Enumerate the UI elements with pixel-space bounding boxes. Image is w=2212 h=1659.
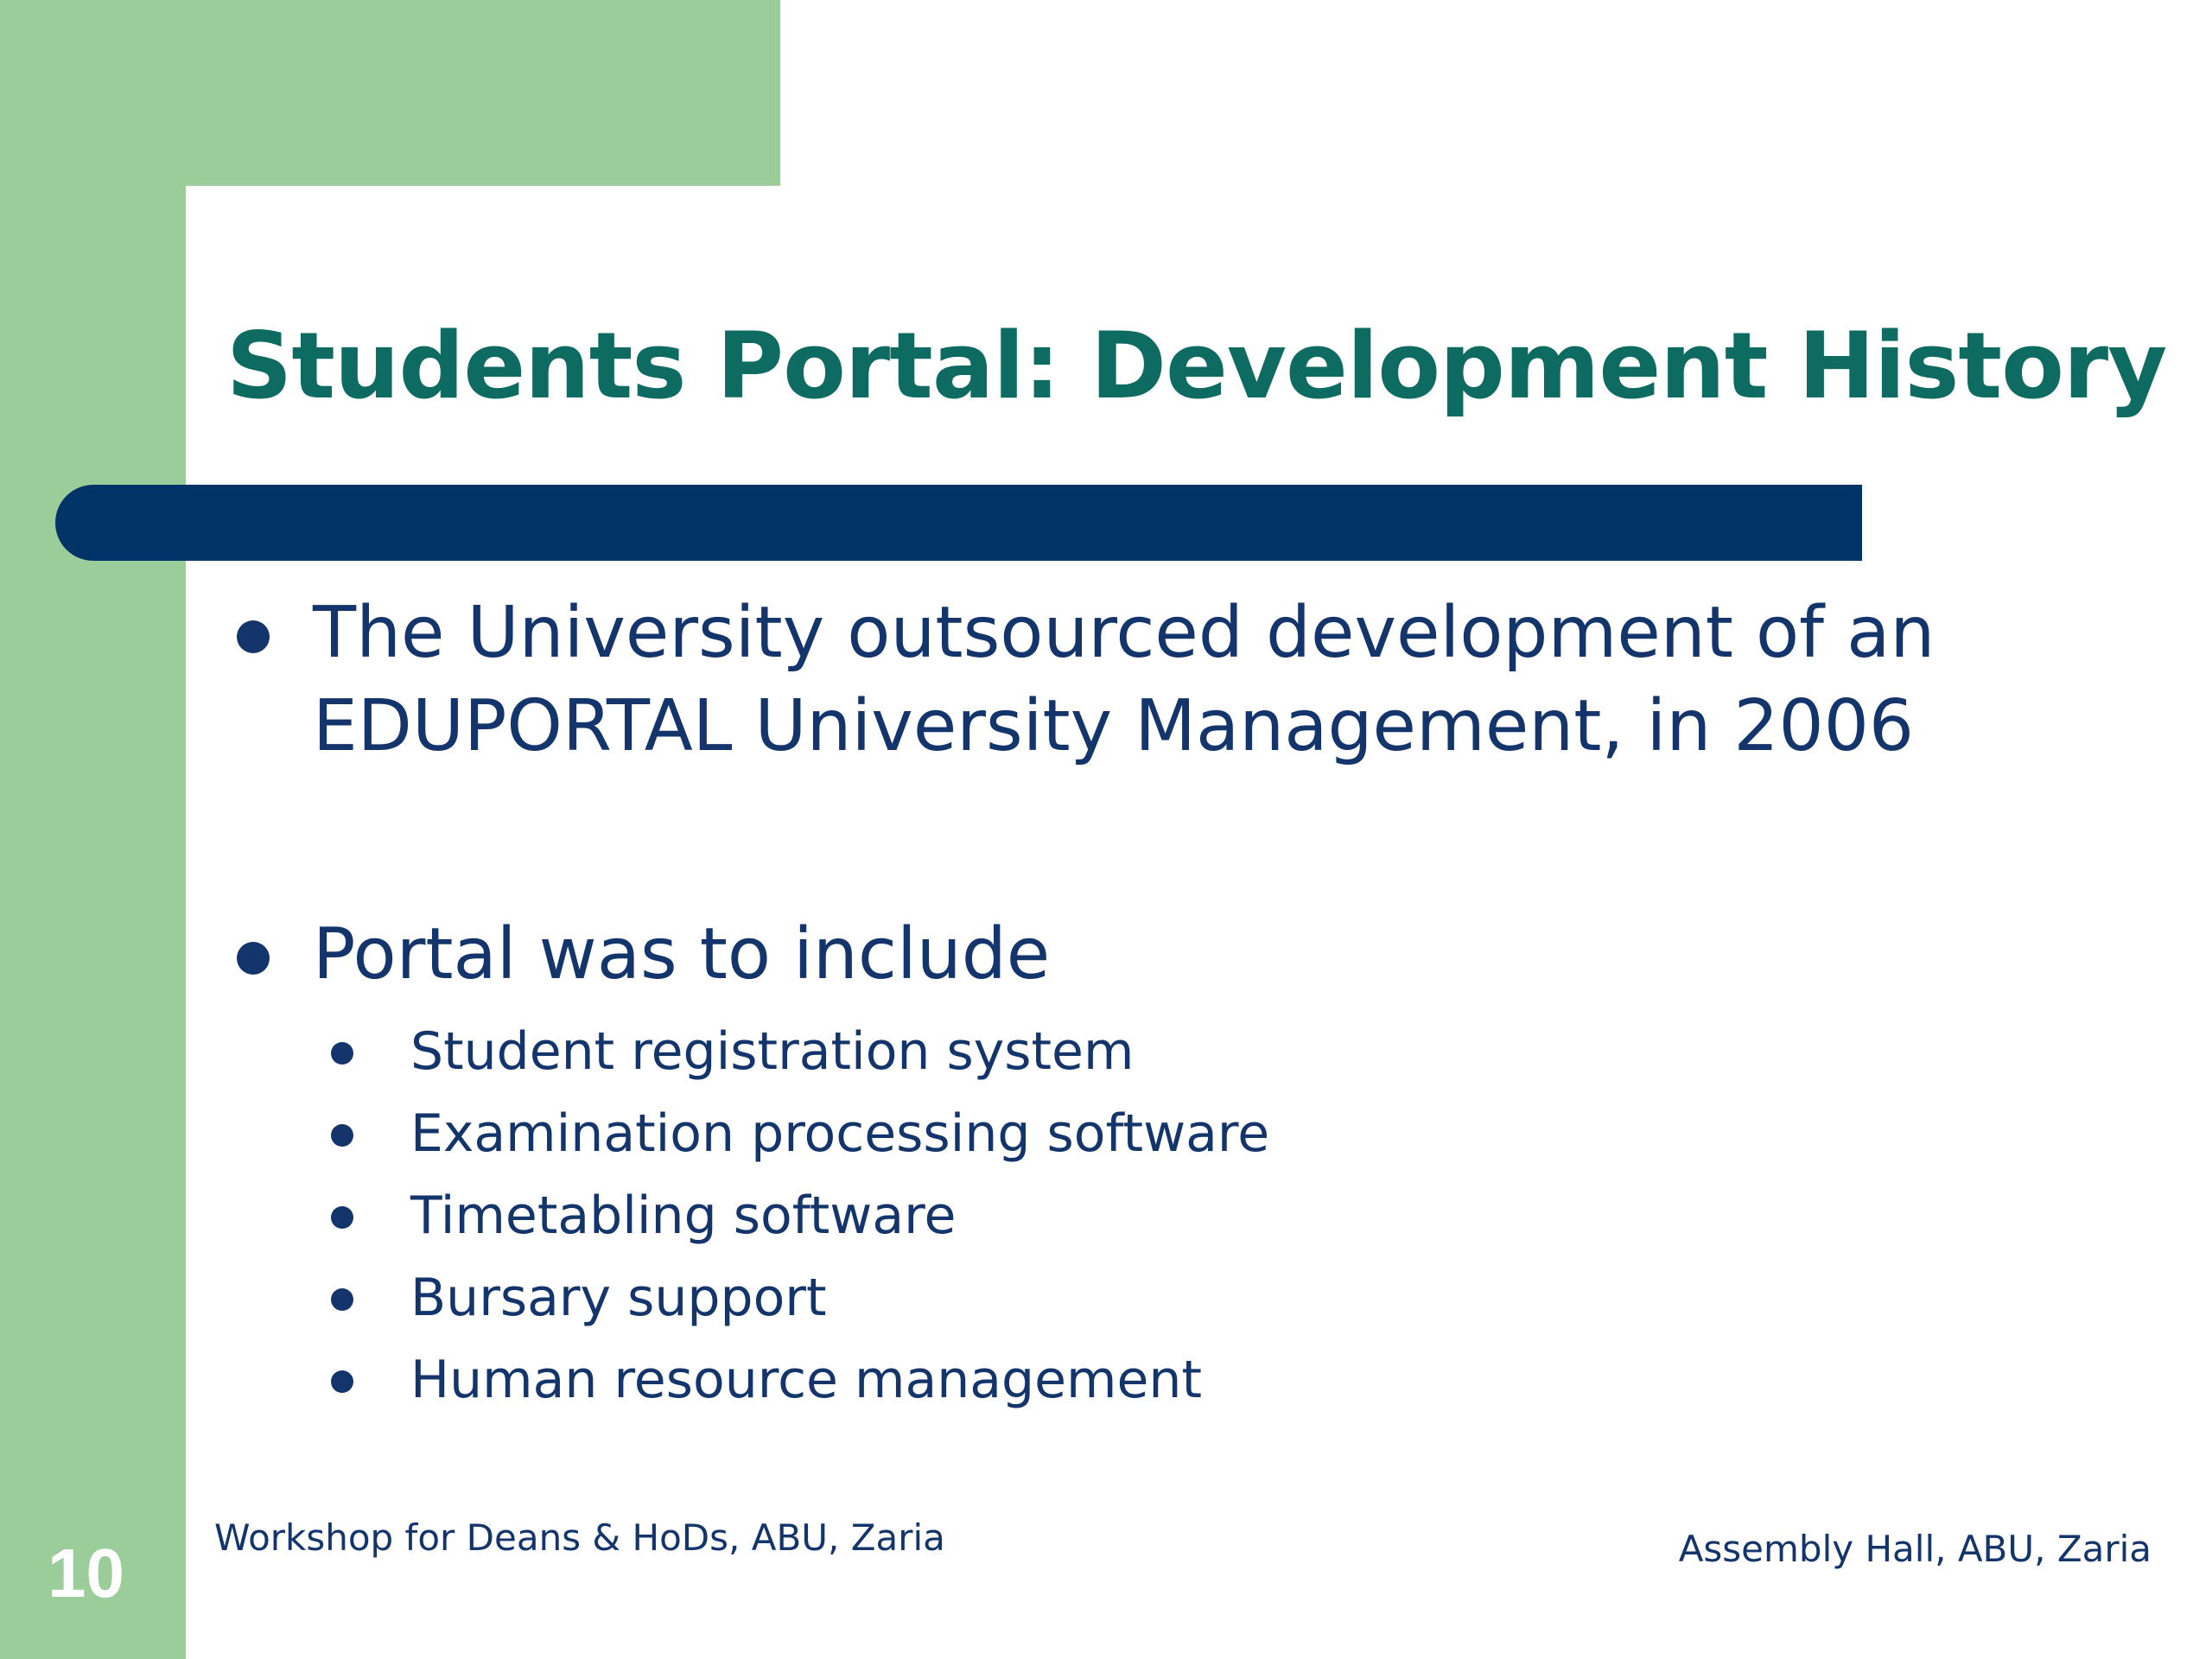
sub-bullet-dot-icon — [331, 1042, 353, 1065]
bullet-line-2: EDUPORTAL University Management, in 2006 — [313, 685, 1915, 767]
slide-title: Students Portal: Development History — [226, 313, 2167, 419]
list-item-text: Human resource management — [410, 1350, 1202, 1410]
list-item-text: Timetabling software — [410, 1185, 957, 1246]
slide-number: 10 — [48, 1535, 124, 1611]
list-item-text: Examination processing software — [410, 1103, 1270, 1164]
bullet-portal-include — [226, 907, 1955, 1002]
footer-event: Workshop for Deans & HoDs, ABU, Zaria — [214, 1516, 945, 1559]
sub-bullet-dot-icon — [331, 1288, 353, 1311]
sub-bullet-dot-icon — [331, 1206, 353, 1229]
bullet-dot-icon — [237, 620, 270, 653]
footer-venue: Assembly Hall, ABU, Zaria — [1678, 1528, 2152, 1570]
bullet-text: Portal was to include — [313, 913, 1051, 995]
list-item — [324, 1011, 1620, 1093]
sub-bullet-dot-icon — [331, 1370, 353, 1393]
list-item-text: Student registration system — [410, 1021, 1135, 1082]
green-sidebar — [0, 0, 186, 1659]
bullet-outsourced-development — [226, 586, 1955, 776]
green-top-band — [0, 0, 780, 186]
list-item — [324, 1175, 1620, 1257]
list-item — [324, 1257, 1620, 1339]
portal-features-list — [324, 1011, 1620, 1421]
bullet-dot-icon — [237, 942, 270, 975]
bullet-line-1: The University outsourced development of an — [313, 592, 1936, 674]
list-item — [324, 1093, 1620, 1175]
title-divider-bar — [55, 485, 1862, 561]
list-item — [324, 1339, 1620, 1421]
list-item-text: Bursary support — [410, 1268, 827, 1328]
sub-bullet-dot-icon — [331, 1124, 353, 1147]
